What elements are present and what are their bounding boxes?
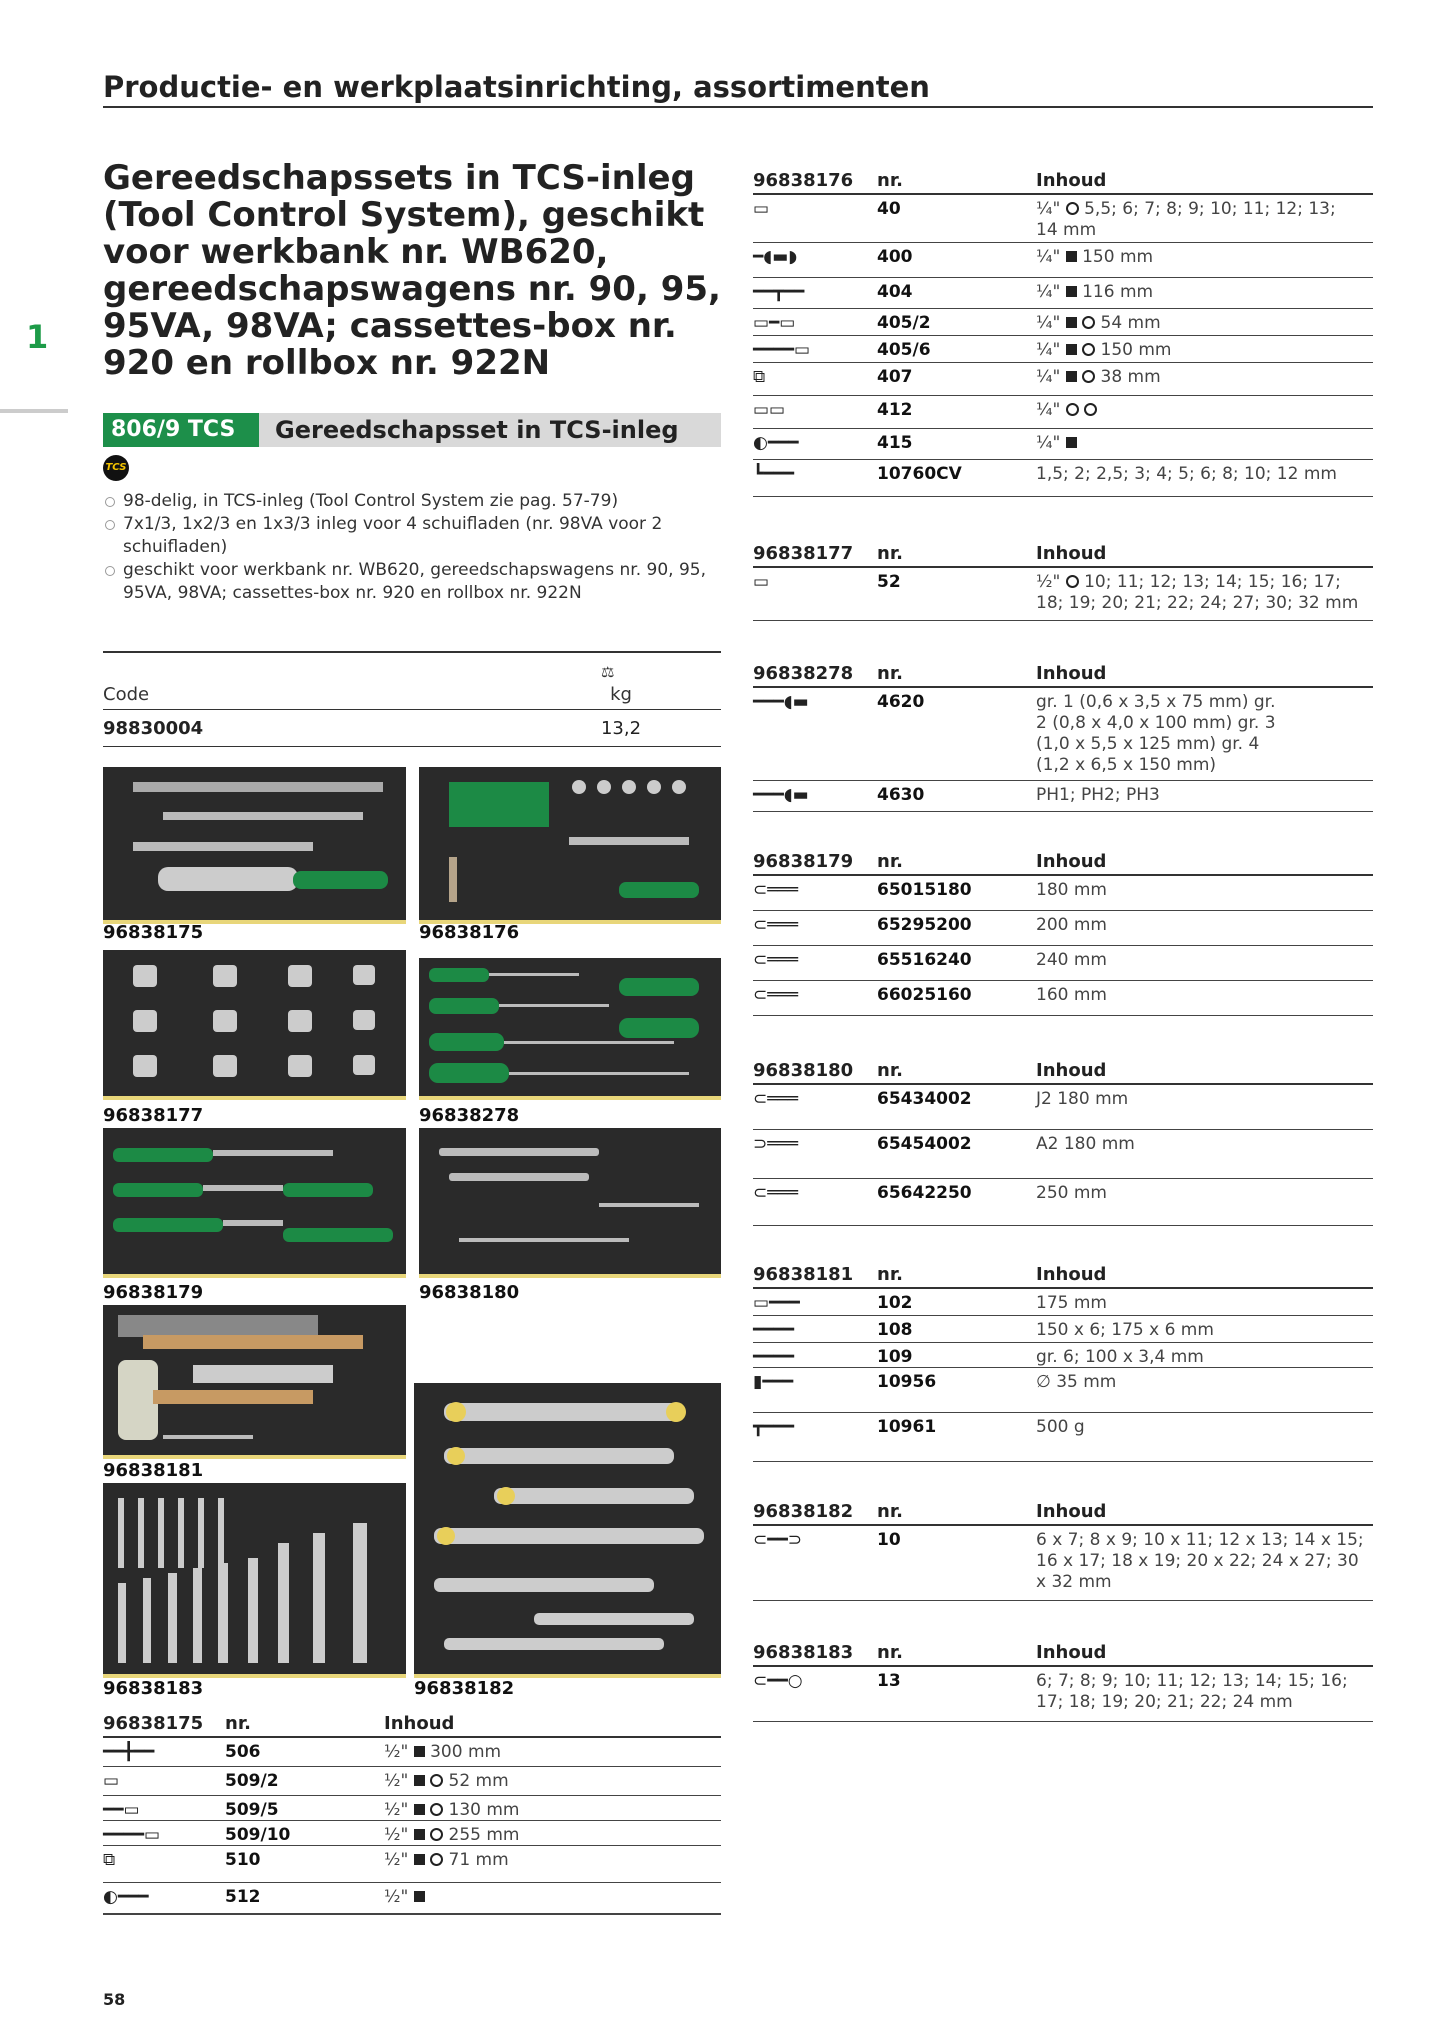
table-96838179	[753, 846, 1373, 1016]
feature-item: 98-delig, in TCS-inleg (Tool Control System zie pag. 57-79)	[103, 490, 708, 513]
kg-value: 13,2	[600, 718, 642, 739]
table-row: ━━━━▭ 405/6 ¼" 150 mm	[753, 336, 1373, 363]
table-96838183	[753, 1637, 1373, 1722]
col-nr: nr.	[877, 1642, 903, 1663]
table-code: 96838180	[753, 1060, 854, 1081]
table-row: ◐━━━ 512 ½"	[103, 1883, 721, 1915]
chapter-number: 1	[26, 318, 49, 356]
col-inhoud: Inhoud	[1036, 170, 1107, 191]
photo-caption: 96838175	[103, 922, 204, 943]
extension-long-icon: ━━━━▭	[103, 1825, 161, 1845]
table-row: ⊂━━⊃ 10 6 x 7; 8 x 9; 10 x 11; 12 x 13; 14 x 15; 16 x 17; 18 x 19; 20 x 22; 24 x 27; 30 x 32 mm	[753, 1526, 1373, 1601]
table-row: ━━━◖▬ 4620 gr. 1 (0,6 x 3,5 x 75 mm) gr. 2 (0,8 x 4,0 x 100 mm) gr. 3 (1,0 x 5,5 x 125 mm) gr. 4 (1,2 x 6,5 x 150 mm)	[753, 688, 1373, 781]
pliers-icon: ⊂═══	[753, 880, 798, 900]
photo-96838278	[419, 958, 721, 1100]
table-row: ┗━━━ 10760CV 1,5; 2; 2,5; 3; 4; 5; 6; 8; 10; 12 mm	[753, 460, 1373, 497]
table-row: ⊂═══ 65015180 180 mm	[753, 876, 1373, 911]
table-row: ┳━━━ 10961 500 g	[753, 1413, 1373, 1462]
screwdriver-icon: ━━━◖▬	[753, 692, 809, 712]
table-row: ⊂═══ 65642250 250 mm	[753, 1179, 1373, 1226]
table-code: 96838177	[753, 543, 854, 564]
extension-long-icon: ━━━━▭	[753, 340, 811, 360]
table-row: ⊂═══ 65295200 200 mm	[753, 911, 1373, 946]
socket-icon: ▭	[753, 572, 770, 592]
feature-list	[103, 490, 708, 605]
photo-caption: 96838179	[103, 1282, 204, 1303]
table-row: ▭▭ 412 ¼"	[753, 396, 1373, 429]
table-row: ━━━━ 109 gr. 6; 100 x 3,4 mm	[753, 1343, 1373, 1368]
product-number: 806/9 TCS	[103, 413, 259, 447]
table-96838177	[753, 538, 1373, 621]
table-row: ━━━━▭ 509/10 ½" 255 mm	[103, 1821, 721, 1846]
photo-96838176	[419, 767, 721, 924]
ratchet-icon: ◐━━━	[753, 433, 799, 453]
product-name: Gereedschapsset in TCS-inleg	[275, 416, 679, 444]
extension-bar-icon: ━━╋━━	[103, 1742, 155, 1762]
header-divider	[103, 106, 1373, 108]
photo-96838175	[103, 767, 406, 924]
table-code: 96838181	[753, 1264, 854, 1285]
table-row: ▭ 52 ½" 10; 11; 12; 13; 14; 15; 16; 17; 18; 19; 20; 21; 22; 24; 27; 30; 32 mm	[753, 568, 1373, 621]
table-row: ━━━━ 108 150 x 6; 175 x 6 mm	[753, 1316, 1373, 1343]
table-row: ⊂═══ 66025160 160 mm	[753, 981, 1373, 1016]
table-row: ━━━◖▬ 4630 PH1; PH2; PH3	[753, 781, 1373, 812]
pliers-icon: ⊂═══	[753, 915, 798, 935]
code-value: 98830004	[103, 718, 204, 739]
universal-joint-icon: ⧉	[753, 367, 766, 387]
photo-96838181	[103, 1305, 406, 1459]
table-96838180	[753, 1055, 1373, 1226]
screwdriver-icon: ━━━◖▬	[753, 785, 809, 805]
table-row: ▭ 509/2 ½" 52 mm	[103, 1767, 721, 1796]
extension-icon: ▭━▭	[753, 313, 796, 333]
punch-icon: ━━━━	[753, 1320, 794, 1340]
col-nr: nr.	[877, 1060, 903, 1081]
table-code: 96838179	[753, 851, 854, 872]
col-nr: nr.	[225, 1713, 251, 1734]
col-code: Code	[103, 684, 150, 705]
mallet-icon: ▮━━━	[753, 1372, 794, 1392]
table-row: ⧉ 510 ½" 71 mm	[103, 1846, 721, 1883]
col-nr: nr.	[877, 543, 903, 564]
col-inhoud: Inhoud	[1036, 1264, 1107, 1285]
open-end-wrench-icon: ⊂━━⊃	[753, 1530, 802, 1550]
table-row: ▭ 40 ¼" 5,5; 6; 7; 8; 9; 10; 11; 12; 13; 14 mm	[753, 195, 1373, 243]
col-inhoud: Inhoud	[384, 1713, 455, 1734]
page-number: 58	[103, 1990, 126, 2009]
col-kg: kg	[610, 684, 632, 705]
table-row: ━◖▬◗ 400 ¼" 150 mm	[753, 243, 1373, 278]
feature-item: geschikt voor werkbank nr. WB620, gereedschapswagens nr. 90, 95, 95VA, 98VA; cassettes-box nr. 920 en rollbox nr. 922N	[103, 559, 708, 605]
water-pump-pliers-icon: ⊂═══	[753, 950, 798, 970]
photo-caption: 96838182	[414, 1678, 515, 1699]
photo-96838179	[103, 1128, 406, 1278]
table-row: ⊂━━○ 13 6; 7; 8; 9; 10; 11; 12; 13; 14; 15; 16; 17; 18; 19; 20; 21; 22; 24 mm	[753, 1667, 1373, 1722]
col-nr: nr.	[877, 1501, 903, 1522]
table-row: ◐━━━ 415 ¼"	[753, 429, 1373, 460]
hex-key-icon: ┗━━━	[753, 464, 794, 484]
tcs-badge-icon: TCS	[103, 455, 129, 481]
adapter-icon: ▭▭	[753, 400, 786, 420]
table-row: ⊂═══ 65434002 J2 180 mm	[753, 1085, 1373, 1130]
code-table	[103, 651, 721, 747]
table-row: ▭━━━ 102 175 mm	[753, 1289, 1373, 1316]
table-row: ━━▭ 509/5 ½" 130 mm	[103, 1796, 721, 1821]
hammer-icon: ┳━━━	[753, 1417, 794, 1437]
feature-item: 7x1/3, 1x2/3 en 1x3/3 inleg voor 4 schuifladen (nr. 98VA voor 2 schuifladen)	[103, 513, 708, 559]
col-inhoud: Inhoud	[1036, 1060, 1107, 1081]
col-nr: nr.	[877, 663, 903, 684]
circlip-pliers-icon: ⊂═══	[753, 1089, 798, 1109]
screwdriver-handle-icon: ━◖▬◗	[753, 247, 798, 267]
table-code: 96838176	[753, 170, 854, 191]
punch-icon: ━━━━	[753, 1347, 794, 1367]
col-inhoud: Inhoud	[1036, 851, 1107, 872]
table-row: ⧉ 407 ¼" 38 mm	[753, 363, 1373, 396]
table-96838182	[753, 1496, 1373, 1601]
t-handle-icon: ━━┳━━	[753, 282, 805, 302]
product-bar	[103, 413, 721, 447]
col-nr: nr.	[877, 1264, 903, 1285]
photo-96838180	[419, 1128, 721, 1278]
chapter-bar	[0, 409, 68, 413]
page-header: Productie- en werkplaatsinrichting, assortimenten	[103, 70, 930, 104]
photo-caption: 96838183	[103, 1678, 204, 1699]
photo-caption: 96838177	[103, 1105, 204, 1126]
extension-icon: ━━▭	[103, 1800, 140, 1820]
table-96838278	[753, 658, 1373, 812]
photo-caption: 96838181	[103, 1460, 204, 1481]
scale-icon: ⚖	[601, 663, 615, 681]
table-row: ▭━▭ 405/2 ¼" 54 mm	[753, 309, 1373, 336]
table-row: ━━┳━━ 404 ¼" 116 mm	[753, 278, 1373, 309]
photo-caption: 96838278	[419, 1105, 520, 1126]
table-row: ⊂═══ 65516240 240 mm	[753, 946, 1373, 981]
locking-pliers-icon: ⊂═══	[753, 1183, 798, 1203]
col-inhoud: Inhoud	[1036, 543, 1107, 564]
col-inhoud: Inhoud	[1036, 1642, 1107, 1663]
socket-icon: ▭	[753, 199, 770, 219]
circlip-pliers-icon: ⊃═══	[753, 1134, 798, 1154]
col-nr: nr.	[877, 170, 903, 191]
section-title: Gereedschapssets in TCS-inleg (Tool Control System), geschikt voor werkbank nr. WB620, gereedschapswagens nr. 90, 95, 95VA, 98VA; cassettes-box nr. 920 en rollbox nr. 922N	[103, 158, 721, 383]
universal-joint-icon: ⧉	[103, 1850, 116, 1870]
table-96838176	[753, 165, 1373, 497]
combination-wrench-icon: ⊂━━○	[753, 1671, 803, 1691]
table-code: 96838182	[753, 1501, 854, 1522]
table-code: 96838183	[753, 1642, 854, 1663]
table-code: 96838278	[753, 663, 854, 684]
photo-96838177	[103, 950, 406, 1100]
table-96838175	[103, 1708, 721, 1915]
col-inhoud: Inhoud	[1036, 663, 1107, 684]
table-row: ▮━━━ 10956 ∅ 35 mm	[753, 1368, 1373, 1413]
table-row: ━━╋━━ 506 ½" 300 mm	[103, 1738, 721, 1767]
photo-96838183	[103, 1483, 406, 1678]
table-code: 96838175	[103, 1713, 204, 1734]
photo-caption: 96838176	[419, 922, 520, 943]
ratchet-icon: ◐━━━	[103, 1887, 149, 1907]
photo-caption: 96838180	[419, 1282, 520, 1303]
table-row: ⊃═══ 65454002 A2 180 mm	[753, 1130, 1373, 1179]
table-96838181	[753, 1259, 1373, 1462]
chisel-icon: ▭━━━	[753, 1293, 800, 1313]
col-nr: nr.	[877, 851, 903, 872]
socket-icon: ▭	[103, 1771, 120, 1791]
photo-96838182	[414, 1383, 721, 1678]
col-inhoud: Inhoud	[1036, 1501, 1107, 1522]
cutting-pliers-icon: ⊂═══	[753, 985, 798, 1005]
